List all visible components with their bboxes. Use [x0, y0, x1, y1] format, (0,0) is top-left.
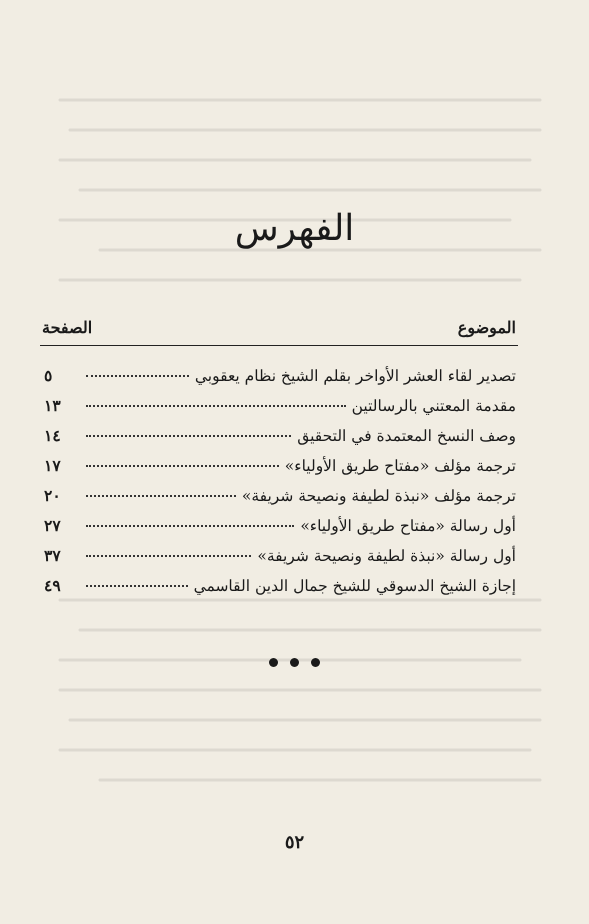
leader-dots: [86, 465, 279, 467]
toc-entry-page: ٥: [44, 366, 53, 385]
toc-entry-title: وصف النسخ المعتمدة في التحقيق: [297, 427, 516, 445]
toc-entry-title: ترجمة مؤلف «نبذة لطيفة ونصيحة شريفة»: [241, 487, 516, 505]
toc-entry[interactable]: [44, 516, 516, 546]
toc-entry-page: ١٧: [44, 456, 61, 475]
leader-dots: [86, 495, 236, 497]
page-title: الفهرس: [234, 208, 355, 249]
toc-entry-title: مقدمة المعتني بالرسالتين: [351, 397, 516, 415]
toc-entry-title: أول رسالة «نبذة لطيفة ونصيحة شريفة»: [257, 547, 516, 565]
toc-entry-page: ٣٧: [44, 546, 61, 565]
toc-entry[interactable]: [44, 456, 516, 486]
leader-dots: [86, 435, 291, 437]
toc-entry[interactable]: [44, 426, 516, 456]
header-rule: [40, 345, 518, 346]
toc-header: [42, 318, 516, 337]
toc-entry-page: ١٣: [44, 396, 61, 415]
page-number: ٥٢: [284, 832, 305, 853]
toc-entry-page: ٤٩: [44, 576, 61, 595]
leader-dots: [86, 525, 294, 527]
toc-entry[interactable]: [44, 396, 516, 426]
toc-entry[interactable]: [44, 546, 516, 576]
topic-column-header: الموضوع: [457, 318, 516, 337]
leader-dots: [86, 375, 189, 377]
dot-icon: [311, 658, 320, 667]
toc-entry-page: ٢٧: [44, 516, 61, 535]
leader-dots: [86, 555, 251, 557]
toc-entry-title: أول رسالة «مفتاح طريق الأولياء»: [300, 517, 516, 535]
toc-entry[interactable]: [44, 366, 516, 396]
toc-entry-page: ٢٠: [44, 486, 61, 505]
toc-entry-page: ١٤: [44, 426, 61, 445]
page-column-header: الصفحة: [42, 318, 93, 337]
toc-list: [44, 366, 516, 606]
toc-entry-title: إجازة الشيخ الدسوقي للشيخ جمال الدين القاسمي: [193, 577, 516, 595]
toc-entry-title: ترجمة مؤلف «مفتاح طريق الأولياء»: [284, 457, 516, 475]
toc-entry[interactable]: [44, 486, 516, 516]
dot-icon: [290, 658, 299, 667]
toc-entry-title: تصدير لقاء العشر الأواخر بقلم الشيخ نظام يعقوبي: [194, 367, 516, 385]
leader-dots: [86, 405, 346, 407]
dot-icon: [269, 658, 278, 667]
section-separator: [0, 652, 589, 671]
toc-entry[interactable]: [44, 576, 516, 606]
leader-dots: [86, 585, 188, 587]
